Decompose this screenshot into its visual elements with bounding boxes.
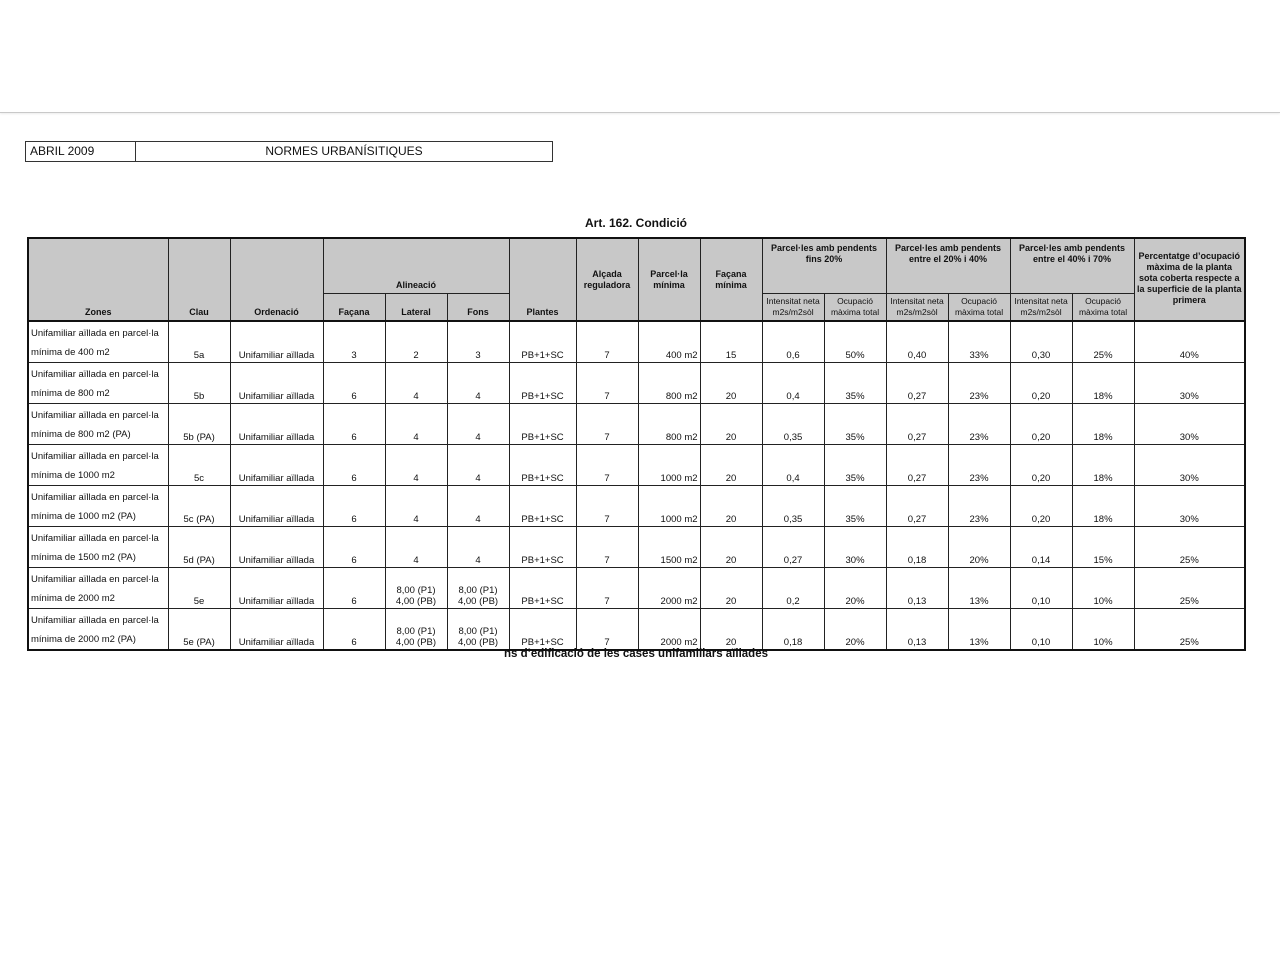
cell-alcada: 7 [576, 404, 638, 445]
cell-ordenacio: Unifamiliar aïllada [230, 486, 323, 527]
zone-line: Unifamiliar aïllada en parcel·la [31, 410, 159, 421]
cell-ocupacio-2: 23% [948, 486, 1010, 527]
cell-intensitat-1: 0,6 [762, 321, 824, 363]
cell-ocupacio-2: 23% [948, 404, 1010, 445]
cell-plantes: PB+1+SC [509, 609, 576, 651]
cell-plantes: PB+1+SC [509, 445, 576, 486]
cell-alcada: 7 [576, 568, 638, 609]
cell-ocupacio-3: 25% [1072, 321, 1134, 363]
header-lateral: Lateral [385, 293, 447, 321]
header-parcela: Parcel·la mínima [638, 238, 700, 321]
cell-intensitat-1: 0,35 [762, 486, 824, 527]
cell-percentatge: 30% [1134, 404, 1245, 445]
norms-table [27, 237, 1246, 651]
cell-zone [28, 568, 168, 609]
cell-ocupacio-1: 35% [824, 486, 886, 527]
zone-line: Unifamiliar aïllada en parcel·la [31, 328, 159, 339]
cell-lateral [385, 568, 447, 609]
cell-lateral-line: 8,00 (P1) [396, 626, 436, 637]
cell-ocupacio-2: 20% [948, 527, 1010, 568]
cell-zone [28, 321, 168, 363]
header-facana: Façana [323, 293, 385, 321]
cell-facana-minima: 20 [700, 486, 762, 527]
cell-fons [447, 445, 509, 486]
cell-facana: 6 [323, 486, 385, 527]
cell-percentatge: 25% [1134, 568, 1245, 609]
cell-facana-minima: 20 [700, 363, 762, 404]
header-group-20: Parcel·les amb pendents fins 20% [762, 238, 886, 293]
cell-fons [447, 568, 509, 609]
zone-line: mínima de 2000 m2 [31, 593, 115, 604]
cell-intensitat-1: 0,4 [762, 363, 824, 404]
cell-intensitat-2: 0,13 [886, 609, 948, 651]
cell-lateral-line: 8,00 (P1) [396, 585, 436, 596]
cell-facana: 6 [323, 568, 385, 609]
header-ocupacio-2: Ocupació màxima total [948, 293, 1010, 321]
cell-parcela: 400 m2 [638, 321, 700, 363]
cell-intensitat-1: 0,2 [762, 568, 824, 609]
cell-lateral-line: 2 [413, 350, 419, 361]
cell-lateral [385, 445, 447, 486]
cell-fons-line: 4,00 (PB) [457, 637, 499, 648]
cell-facana: 6 [323, 527, 385, 568]
cell-lateral-line: 4 [413, 514, 419, 525]
table-row [28, 609, 1245, 651]
cell-ocupacio-1: 35% [824, 445, 886, 486]
cell-alcada: 7 [576, 486, 638, 527]
document-header [25, 141, 553, 162]
cell-facana: 6 [323, 609, 385, 651]
cell-fons [447, 321, 509, 363]
cell-percentatge: 30% [1134, 445, 1245, 486]
cell-alcada: 7 [576, 527, 638, 568]
cell-ordenacio: Unifamiliar aïllada [230, 568, 323, 609]
zone-line: Unifamiliar aïllada en parcel·la [31, 369, 159, 380]
cell-ordenacio: Unifamiliar aïllada [230, 609, 323, 651]
cell-fons-line: 4 [475, 391, 481, 402]
cell-fons [447, 404, 509, 445]
cell-fons [447, 363, 509, 404]
cell-plantes: PB+1+SC [509, 321, 576, 363]
cell-fons-line: 8,00 (P1) [458, 585, 498, 596]
cell-lateral-line: 4 [413, 555, 419, 566]
header-fons: Fons [447, 293, 509, 321]
cell-ocupacio-2: 13% [948, 609, 1010, 651]
cell-ocupacio-1: 20% [824, 609, 886, 651]
cell-intensitat-3: 0,20 [1010, 445, 1072, 486]
table-row [28, 321, 1245, 363]
cell-ocupacio-2: 23% [948, 445, 1010, 486]
cell-clau: 5e (PA) [168, 609, 230, 651]
cell-lateral-line: 4 [413, 432, 419, 443]
zone-line: mínima de 800 m2 [31, 388, 110, 399]
cell-intensitat-3: 0,10 [1010, 609, 1072, 651]
cell-lateral [385, 609, 447, 651]
cell-percentatge: 25% [1134, 527, 1245, 568]
cell-clau: 5d (PA) [168, 527, 230, 568]
header-alcada: Alçada reguladora [576, 238, 638, 321]
cell-intensitat-3: 0,14 [1010, 527, 1072, 568]
cell-lateral-line: 4,00 (PB) [395, 596, 437, 607]
cell-facana-minima: 20 [700, 404, 762, 445]
cell-ocupacio-3: 15% [1072, 527, 1134, 568]
cell-parcela: 1000 m2 [638, 486, 700, 527]
cell-ocupacio-1: 35% [824, 404, 886, 445]
cell-intensitat-2: 0,40 [886, 321, 948, 363]
header-facana-minima: Façana mínima [700, 238, 762, 321]
cell-lateral-line: 4 [413, 391, 419, 402]
cell-intensitat-3: 0,20 [1010, 486, 1072, 527]
cell-intensitat-1: 0,27 [762, 527, 824, 568]
cell-lateral-line: 4 [413, 473, 419, 484]
header-ocupacio-3: Ocupació màxima total [1072, 293, 1134, 321]
cell-intensitat-1: 0,18 [762, 609, 824, 651]
cell-alcada: 7 [576, 609, 638, 651]
cell-percentatge: 30% [1134, 486, 1245, 527]
cell-alcada: 7 [576, 321, 638, 363]
cell-facana: 6 [323, 404, 385, 445]
cell-fons-line: 8,00 (P1) [458, 626, 498, 637]
cell-parcela: 1500 m2 [638, 527, 700, 568]
cell-intensitat-3: 0,20 [1010, 363, 1072, 404]
zone-line: mínima de 400 m2 [31, 347, 110, 358]
zone-line: Unifamiliar aïllada en parcel·la [31, 574, 159, 585]
cell-clau: 5c [168, 445, 230, 486]
cell-percentatge: 25% [1134, 609, 1245, 651]
zone-line: mínima de 1500 m2 (PA) [31, 552, 136, 563]
zone-line: mínima de 1000 m2 [31, 470, 115, 481]
document-title: NORMES URBANÍSITIQUES [265, 144, 423, 158]
cell-zone [28, 404, 168, 445]
cell-facana: 6 [323, 445, 385, 486]
header-group-20-40: Parcel·les amb pendents entre el 20% i 40% [886, 238, 1010, 293]
cell-parcela: 2000 m2 [638, 609, 700, 651]
cell-parcela: 1000 m2 [638, 445, 700, 486]
cell-facana: 6 [323, 363, 385, 404]
cell-plantes: PB+1+SC [509, 404, 576, 445]
cell-plantes: PB+1+SC [509, 363, 576, 404]
cell-fons-line: 4 [475, 555, 481, 566]
cell-fons-line: 4 [475, 473, 481, 484]
header-alineacio: Alineació [323, 279, 509, 293]
cell-facana-minima: 15 [700, 321, 762, 363]
cell-parcela: 800 m2 [638, 404, 700, 445]
cell-intensitat-2: 0,13 [886, 568, 948, 609]
cell-clau: 5b (PA) [168, 404, 230, 445]
cell-lateral [385, 527, 447, 568]
cell-intensitat-2: 0,27 [886, 486, 948, 527]
cell-ordenacio: Unifamiliar aïllada [230, 527, 323, 568]
cell-facana-minima: 20 [700, 527, 762, 568]
cell-ocupacio-1: 30% [824, 527, 886, 568]
cell-fons [447, 609, 509, 651]
cell-ordenacio: Unifamiliar aïllada [230, 445, 323, 486]
cell-ocupacio-3: 18% [1072, 363, 1134, 404]
header-intensitat-3: Intensitat neta m2s/m2sòl [1010, 293, 1072, 321]
header-ordenacio: Ordenació [230, 238, 323, 321]
cell-lateral [385, 486, 447, 527]
header-group-40-70: Parcel·les amb pendents entre el 40% i 70% [1010, 238, 1134, 293]
table-row [28, 363, 1245, 404]
cell-ocupacio-3: 18% [1072, 404, 1134, 445]
cell-intensitat-2: 0,27 [886, 404, 948, 445]
cell-facana-minima: 20 [700, 609, 762, 651]
table-row [28, 568, 1245, 609]
cell-ordenacio: Unifamiliar aïllada [230, 404, 323, 445]
zone-line: Unifamiliar aïllada en parcel·la [31, 451, 159, 462]
cell-fons [447, 527, 509, 568]
zone-line: mínima de 2000 m2 (PA) [31, 634, 136, 645]
cell-facana-minima: 20 [700, 445, 762, 486]
cell-ocupacio-2: 33% [948, 321, 1010, 363]
table-row [28, 486, 1245, 527]
cell-parcela: 800 m2 [638, 363, 700, 404]
cell-lateral-line: 4,00 (PB) [395, 637, 437, 648]
zone-line: Unifamiliar aïllada en parcel·la [31, 615, 159, 626]
cell-parcela: 2000 m2 [638, 568, 700, 609]
cell-ocupacio-1: 50% [824, 321, 886, 363]
cell-intensitat-3: 0,30 [1010, 321, 1072, 363]
table-row [28, 527, 1245, 568]
cell-clau: 5b [168, 363, 230, 404]
cell-percentatge: 40% [1134, 321, 1245, 363]
header-intensitat-1: Intensitat neta m2s/m2sòl [762, 293, 824, 321]
cell-intensitat-1: 0,35 [762, 404, 824, 445]
cell-ordenacio: Unifamiliar aïllada [230, 363, 323, 404]
cell-ordenacio: Unifamiliar aïllada [230, 321, 323, 363]
cell-plantes: PB+1+SC [509, 568, 576, 609]
table-caption: ns d’edificació de les cases unifamiliars aïllades [504, 648, 768, 660]
cell-ocupacio-3: 10% [1072, 609, 1134, 651]
header-ocupacio-1: Ocupació màxima total [824, 293, 886, 321]
cell-plantes: PB+1+SC [509, 527, 576, 568]
cell-lateral [385, 321, 447, 363]
zone-line: Unifamiliar aïllada en parcel·la [31, 533, 159, 544]
article-title: Art. 162. Condició [584, 216, 688, 230]
cell-clau: 5e [168, 568, 230, 609]
top-band [0, 0, 1280, 113]
cell-clau: 5a [168, 321, 230, 363]
cell-alcada: 7 [576, 363, 638, 404]
cell-ocupacio-2: 13% [948, 568, 1010, 609]
cell-intensitat-1: 0,4 [762, 445, 824, 486]
cell-ocupacio-3: 10% [1072, 568, 1134, 609]
cell-zone [28, 527, 168, 568]
cell-clau: 5c (PA) [168, 486, 230, 527]
cell-intensitat-2: 0,18 [886, 527, 948, 568]
header-alineacio-spacer [323, 238, 509, 279]
cell-lateral [385, 404, 447, 445]
cell-facana: 3 [323, 321, 385, 363]
header-plantes: Plantes [509, 238, 576, 321]
zone-line: mínima de 800 m2 (PA) [31, 429, 131, 440]
cell-zone [28, 486, 168, 527]
zone-line: mínima de 1000 m2 (PA) [31, 511, 136, 522]
header-intensitat-2: Intensitat neta m2s/m2sòl [886, 293, 948, 321]
cell-ocupacio-3: 18% [1072, 486, 1134, 527]
cell-ocupacio-2: 23% [948, 363, 1010, 404]
zone-line: Unifamiliar aïllada en parcel·la [31, 492, 159, 503]
table-row [28, 404, 1245, 445]
cell-fons-line: 4 [475, 514, 481, 525]
header-percentatge: Percentatge d’ocupació màxima de la planta sota coberta respecte a la superficie de la planta primera [1134, 238, 1245, 321]
cell-ocupacio-3: 18% [1072, 445, 1134, 486]
header-zones: Zones [28, 238, 168, 321]
cell-percentatge: 30% [1134, 363, 1245, 404]
cell-intensitat-2: 0,27 [886, 445, 948, 486]
table-row [28, 445, 1245, 486]
cell-intensitat-3: 0,20 [1010, 404, 1072, 445]
document-date: ABRIL 2009 [26, 142, 136, 161]
cell-fons-line: 4 [475, 432, 481, 443]
header-clau: Clau [168, 238, 230, 321]
cell-zone [28, 363, 168, 404]
cell-intensitat-2: 0,27 [886, 363, 948, 404]
cell-ocupacio-1: 20% [824, 568, 886, 609]
cell-facana-minima: 20 [700, 568, 762, 609]
cell-fons-line: 3 [475, 350, 481, 361]
cell-zone [28, 609, 168, 651]
cell-lateral [385, 363, 447, 404]
cell-fons-line: 4,00 (PB) [457, 596, 499, 607]
cell-plantes: PB+1+SC [509, 486, 576, 527]
cell-fons [447, 486, 509, 527]
cell-intensitat-3: 0,10 [1010, 568, 1072, 609]
cell-alcada: 7 [576, 445, 638, 486]
cell-zone [28, 445, 168, 486]
cell-ocupacio-1: 35% [824, 363, 886, 404]
